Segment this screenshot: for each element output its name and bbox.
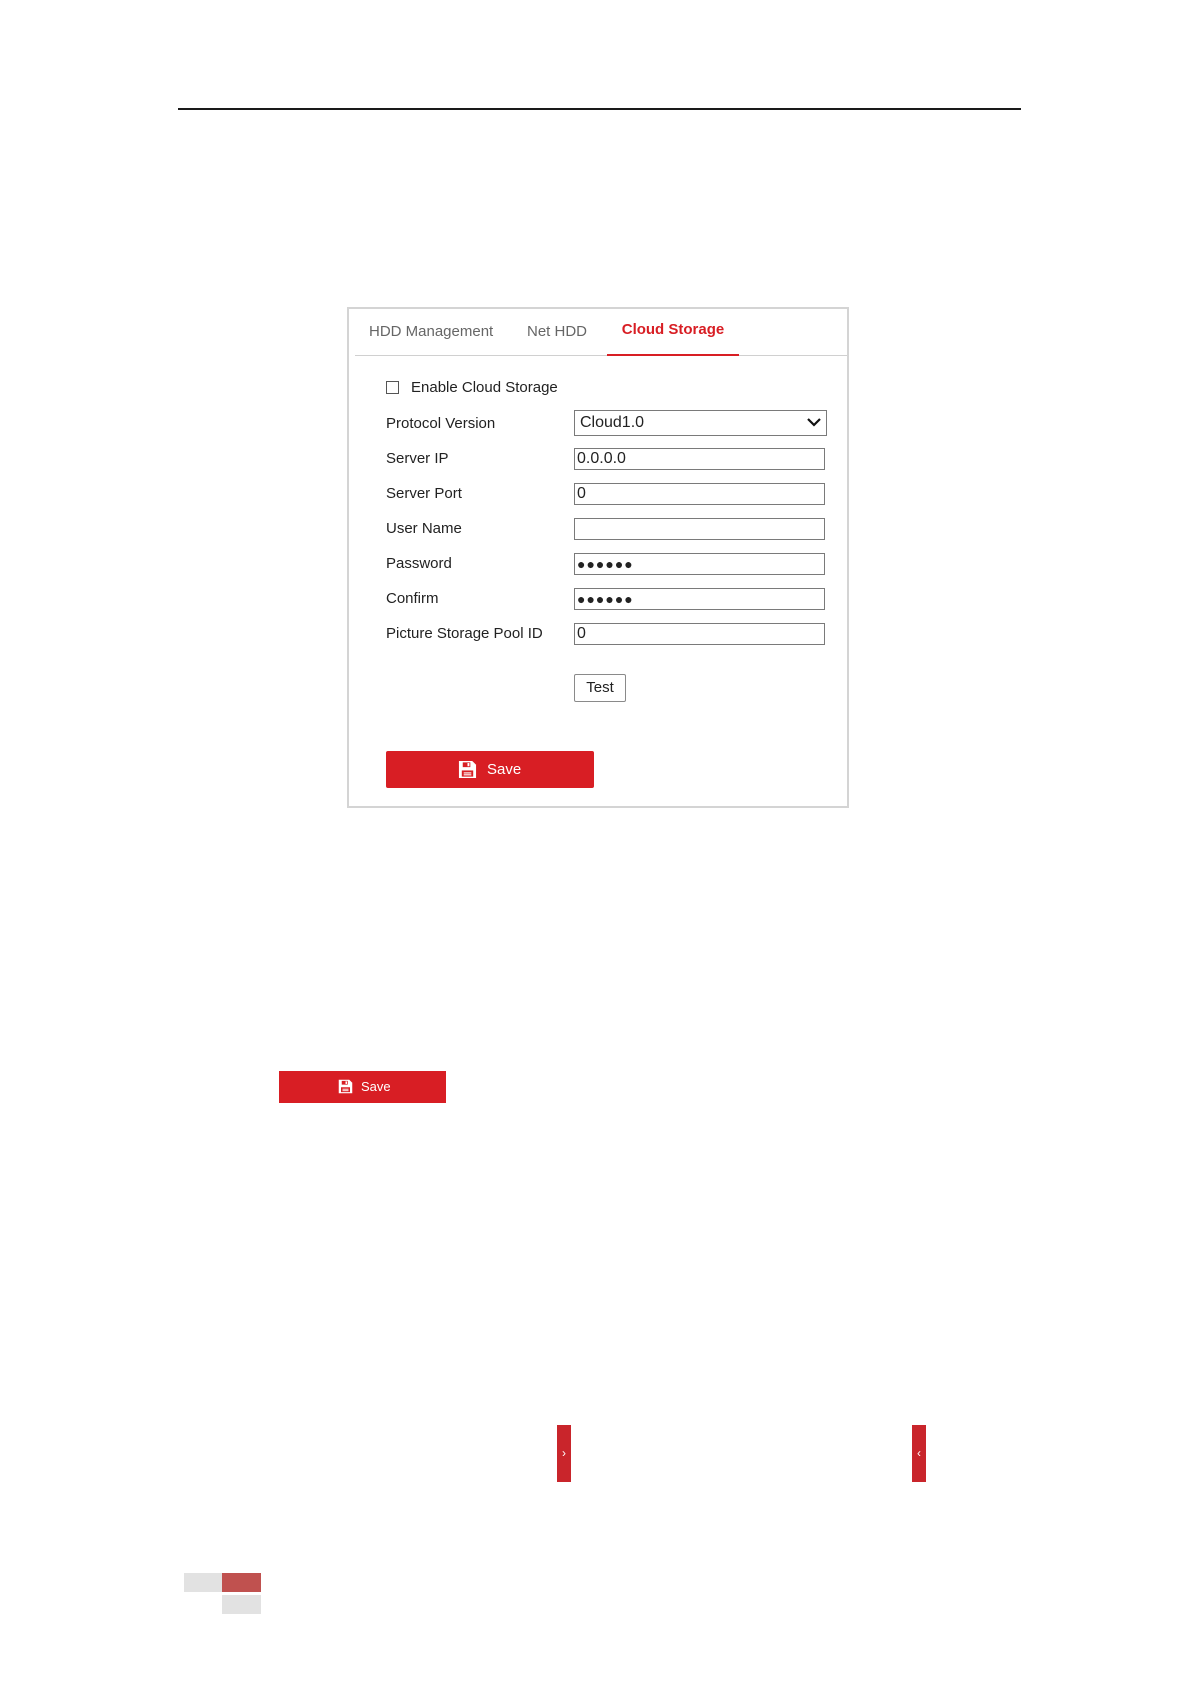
- protocol-version-label: Protocol Version: [386, 415, 496, 432]
- tab-bar: [355, 309, 847, 356]
- confirm-input[interactable]: ●●●●●●: [574, 588, 825, 610]
- save-icon: [338, 1079, 353, 1094]
- tab-hdd-management[interactable]: HDD Management: [369, 323, 494, 340]
- password-input[interactable]: ●●●●●●: [574, 553, 825, 575]
- enable-cloud-storage-label: Enable Cloud Storage: [411, 379, 558, 396]
- expand-panel-tab[interactable]: ›: [557, 1425, 571, 1482]
- pool-id-input[interactable]: 0: [574, 623, 825, 645]
- server-ip-label: Server IP: [386, 450, 449, 467]
- save-button-label: Save: [487, 761, 522, 778]
- save-button[interactable]: [386, 751, 594, 788]
- collapse-panel-tab[interactable]: ‹: [912, 1425, 926, 1482]
- footer-block-gray: [184, 1573, 222, 1592]
- pool-id-label: Picture Storage Pool ID: [386, 625, 543, 642]
- confirm-label: Confirm: [386, 590, 439, 607]
- server-ip-input[interactable]: 0.0.0.0: [574, 448, 825, 470]
- protocol-version-value: Cloud1.0: [580, 414, 645, 431]
- cloud-storage-panel: [347, 307, 849, 808]
- inline-save-button-image: [279, 1071, 446, 1103]
- tab-cloud-storage[interactable]: Cloud Storage: [607, 309, 739, 355]
- server-port-input[interactable]: 0: [574, 483, 825, 505]
- footer-block-red: [222, 1573, 261, 1592]
- password-label: Password: [386, 555, 452, 572]
- enable-cloud-storage-checkbox[interactable]: [386, 381, 399, 394]
- inline-save-label: Save: [361, 1079, 391, 1094]
- user-name-label: User Name: [386, 520, 462, 537]
- user-name-input[interactable]: [574, 518, 825, 540]
- save-icon: [458, 760, 477, 779]
- test-button[interactable]: Test: [574, 674, 626, 702]
- chevron-down-icon: [806, 414, 822, 430]
- tab-net-hdd[interactable]: Net HDD: [527, 323, 588, 340]
- footer-block-gray-lower: [222, 1595, 261, 1614]
- server-port-label: Server Port: [386, 485, 462, 502]
- header-rule: [178, 108, 1021, 110]
- protocol-version-select[interactable]: [574, 410, 827, 436]
